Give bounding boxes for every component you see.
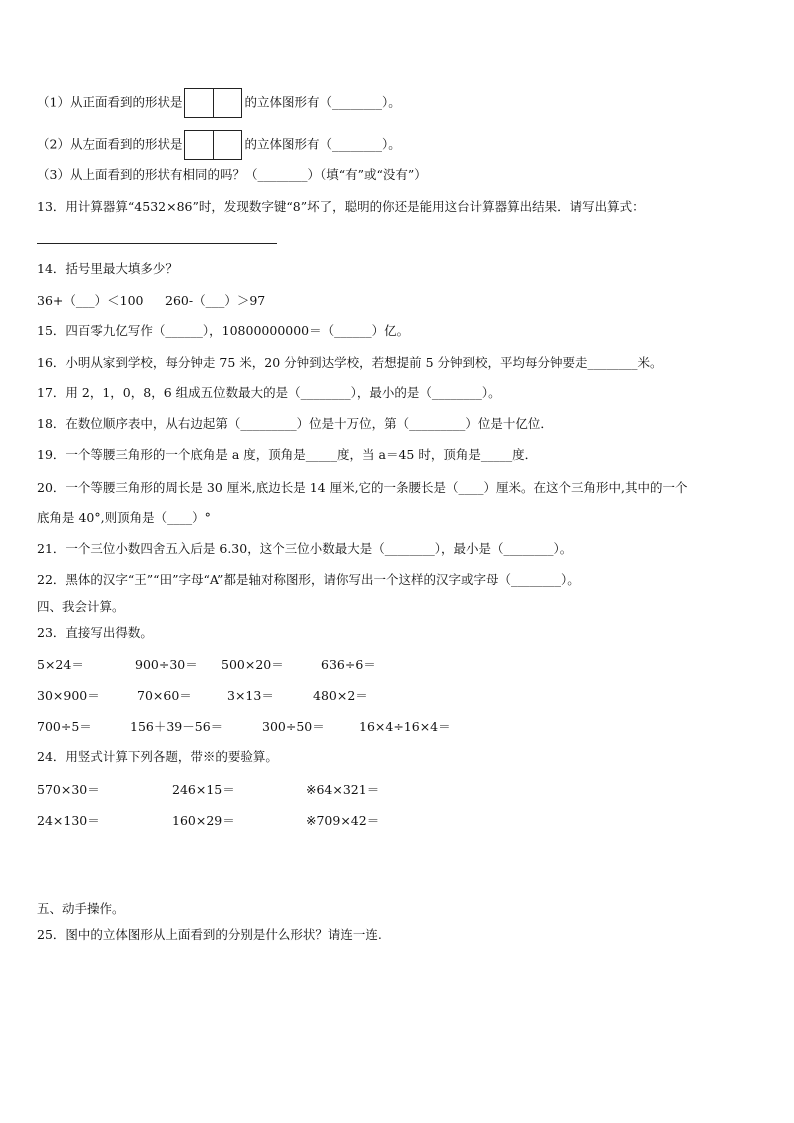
question-16: 16．小明从家到学校，每分钟走 75 米，20 分钟到达学校，若想提前 5 分钟到校，平均每分钟要走________米。 — [37, 355, 663, 370]
question-14-title: 14．括号里最大填多少？ — [37, 261, 178, 276]
q12-part2-suffix: 的立体图形有（________）。 — [244, 136, 401, 152]
question-14-b: 260-（___）＞97 — [165, 293, 266, 308]
calc-item: 636÷6＝ — [321, 657, 376, 672]
q12-part1-prefix: （1）从正面看到的形状是 — [37, 94, 183, 110]
vertical-calc-item: 246×15＝ — [172, 782, 235, 797]
two-square-figure-left — [184, 130, 242, 160]
calc-item: 300÷50＝ — [262, 719, 325, 734]
section-5-heading: 五、动手操作。 — [37, 901, 125, 916]
question-15: 15．四百零九亿写作（______），10800000000＝（______）亿。 — [37, 323, 410, 338]
answer-line — [37, 243, 277, 244]
question-17: 17．用 2，1，0，8，6 组成五位数最大的是（________），最小的是（________）。 — [37, 385, 501, 400]
question-23-title: 23．直接写出得数。 — [37, 625, 153, 640]
calc-item: 700÷5＝ — [37, 719, 92, 734]
q12-part1 — [37, 88, 401, 118]
question-25: 25．图中的立体图形从上面看到的分别是什么形状？请连一连. — [37, 927, 382, 942]
calc-item: 30×900＝ — [37, 688, 100, 703]
question-20-line2: 底角是 40°,则顶角是（____）° — [37, 510, 211, 525]
question-20-line1: 20．一个等腰三角形的周长是 30 厘米,底边长是 14 厘米,它的一条腰长是（____）厘米。在这个三角形中,其中的一个 — [37, 480, 688, 495]
question-24-title: 24．用竖式计算下列各题，带※的要验算。 — [37, 749, 278, 764]
calc-item: 900÷30＝ — [135, 657, 198, 672]
question-19: 19．一个等腰三角形的一个底角是 a 度，顶角是_____度，当 a＝45 时，顶角是_____度． — [37, 447, 538, 462]
calc-item: 3×13＝ — [227, 688, 274, 703]
question-21: 21．一个三位小数四舍五入后是 6.30，这个三位小数最大是（________），最小是（________）。 — [37, 541, 573, 556]
q12-part3: （3）从上面看到的形状有相同的吗？（________）（填“有”或“没有”） — [37, 167, 427, 182]
calc-item: 16×4÷16×4＝ — [359, 719, 451, 734]
q12-part1-suffix: 的立体图形有（________）。 — [244, 94, 401, 110]
vertical-calc-item: 24×130＝ — [37, 813, 100, 828]
question-22: 22．黑体的汉字“王”“田”字母“A”都是轴对称图形，请你写出一个这样的汉字或字母（________）。 — [37, 572, 580, 587]
calc-item: 70×60＝ — [137, 688, 192, 703]
two-square-figure-front — [184, 88, 242, 118]
q12-part2-prefix: （2）从左面看到的形状是 — [37, 136, 183, 152]
question-18: 18．在数位顺序表中，从右边起第（_________）位是十万位，第（_________）位是十亿位． — [37, 416, 553, 431]
calc-item: 5×24＝ — [37, 657, 84, 672]
calc-item: 156＋39－56＝ — [130, 719, 224, 734]
calc-item: 500×20＝ — [221, 657, 284, 672]
question-14-a: 36+（___）＜100 — [37, 293, 144, 308]
section-4-heading: 四、我会计算。 — [37, 599, 125, 614]
vertical-calc-item: ※64×321＝ — [306, 782, 380, 797]
vertical-calc-item: 570×30＝ — [37, 782, 100, 797]
calc-item: 480×2＝ — [313, 688, 368, 703]
q12-part2 — [37, 130, 401, 160]
vertical-calc-item: 160×29＝ — [172, 813, 235, 828]
vertical-calc-item: ※709×42＝ — [306, 813, 380, 828]
question-13: 13．用计算器算“4532×86”时，发现数字键“8”坏了，聪明的你还是能用这台计算器算出结果．请写出算式： — [37, 199, 645, 214]
